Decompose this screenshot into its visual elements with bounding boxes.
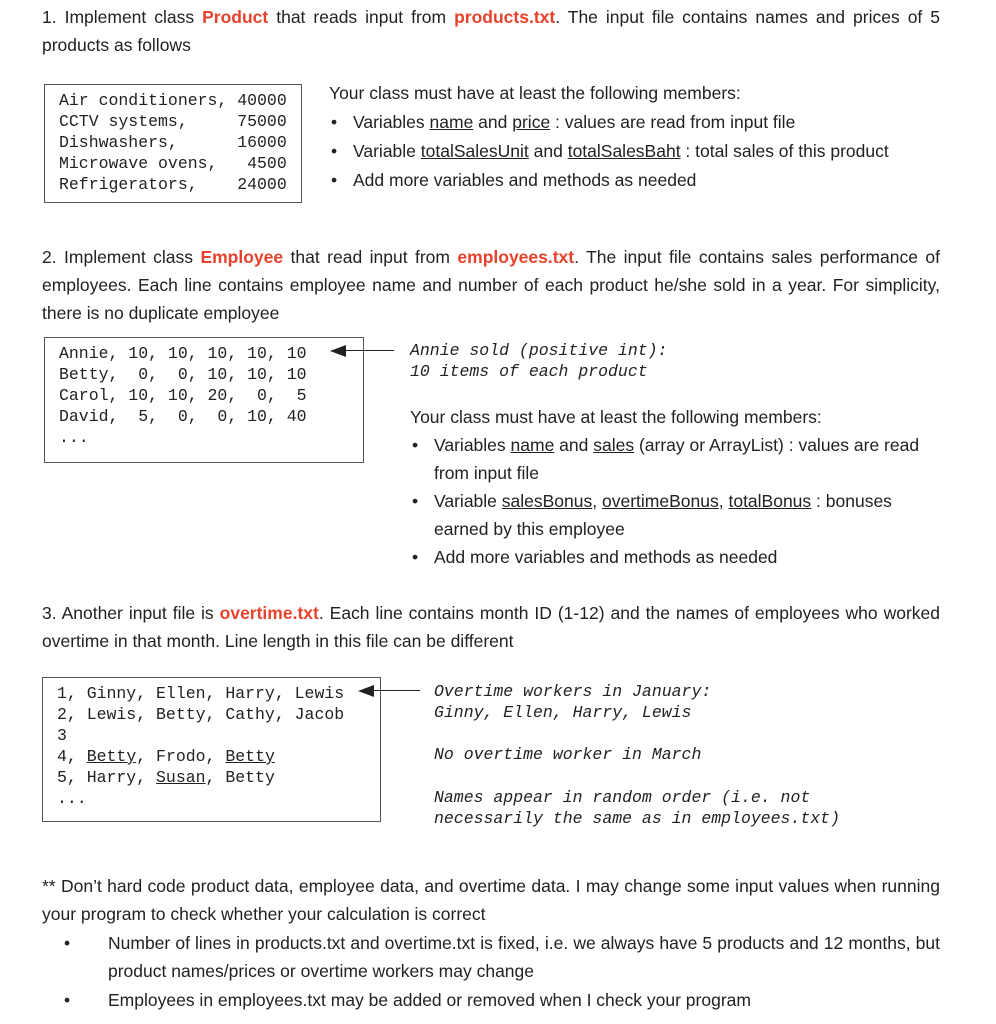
overtime-file-line: 2, Lewis, Betty, Cathy, Jacob	[57, 705, 345, 724]
section-3-prefix: 3. Another input file is	[42, 603, 220, 623]
overtime-annotation-line: Ginny, Ellen, Harry, Lewis	[434, 703, 692, 722]
unknown-name: Susan	[156, 768, 206, 787]
var-name: totalBonus	[728, 491, 812, 511]
note-text: ** Don’t hard code product data, employee data, and overtime data. I may change some input values when running your program to check whether your calculation is correct	[42, 876, 940, 924]
text: Variable	[353, 141, 421, 161]
products-file-line: Dishwashers, 16000	[59, 133, 287, 152]
employee-annotation	[410, 340, 667, 382]
text: ,	[592, 491, 602, 511]
overtime-annotation-line: No overtime worker in March	[434, 745, 702, 764]
note-item-text: Employees in employees.txt may be added or removed when I check your program	[108, 990, 751, 1010]
text: , Betty	[205, 768, 275, 787]
note-list	[64, 929, 940, 1014]
product-members	[329, 79, 949, 195]
overtime-file-line: 1, Ginny, Ellen, Harry, Lewis	[57, 684, 345, 703]
bullet-icon: •	[412, 491, 419, 511]
note-item	[64, 929, 940, 985]
product-member-item	[329, 108, 949, 137]
overtime-file-line: ...	[57, 789, 87, 808]
text: and	[473, 112, 513, 132]
employee-members-heading: Your class must have at least the following members:	[410, 407, 822, 427]
overtime-file-box	[42, 677, 381, 822]
text: : bonuses earned by this employee	[434, 491, 892, 539]
overtime-annotation-line: necessarily the same as in employees.txt)	[434, 809, 840, 828]
bullet-icon: •	[64, 990, 71, 1010]
text: and	[528, 141, 568, 161]
section-1-heading	[42, 3, 940, 59]
section-3-suffix: . Each line contains month ID (1-12) and the names of employees who worked overtime in that month. Line length in this file can be different	[42, 603, 940, 651]
employee-class-name: Employee	[200, 247, 284, 267]
employee-member-item	[410, 543, 940, 571]
employee-annotation-line: 10 items of each product	[410, 362, 648, 381]
duplicate-name: Betty	[225, 747, 275, 766]
bullet-icon: •	[412, 435, 419, 455]
overtime-file-line: 3	[57, 726, 67, 745]
product-member-item	[329, 137, 949, 166]
overtime-file-name: overtime.txt	[219, 603, 319, 623]
note-item-text: Number of lines in products.txt and overtime.txt is fixed, i.e. we always have 5 products and 12 months, but product names/prices or overtime workers may change	[108, 933, 940, 981]
text: : values are read from input file	[550, 112, 796, 132]
employee-members	[410, 403, 940, 571]
arrow-left-icon	[358, 685, 374, 697]
products-file-line: Air conditioners, 40000	[59, 91, 287, 110]
products-file-line: CCTV systems, 75000	[59, 112, 287, 131]
text: Variables	[353, 112, 430, 132]
text: (array or ArrayList) : values are read from input file	[434, 435, 920, 483]
section-2-prefix: 2. Implement class	[42, 247, 201, 267]
employees-file-line: Annie, 10, 10, 10, 10, 10	[59, 344, 307, 363]
text: Add more variables and methods as needed	[353, 170, 697, 190]
section-3-heading	[42, 599, 940, 655]
text: Add more variables and methods as needed	[434, 547, 778, 567]
products-file-name: products.txt	[454, 7, 556, 27]
products-file-line: Refrigerators, 24000	[59, 175, 287, 194]
note-item	[64, 986, 940, 1014]
product-class-name: Product	[202, 7, 269, 27]
duplicate-name: Betty	[86, 747, 137, 766]
employee-annotation-line: Annie sold (positive int):	[410, 341, 668, 360]
employees-file-line: ...	[59, 428, 89, 447]
employees-file-line: Carol, 10, 10, 20, 0, 5	[59, 386, 307, 405]
text: Variable	[434, 491, 502, 511]
var-name: overtimeBonus	[602, 491, 719, 511]
employees-file-line: David, 5, 0, 0, 10, 40	[59, 407, 307, 426]
product-members-list	[329, 108, 949, 195]
var-name: sales	[593, 435, 635, 455]
text: 5, Harry,	[57, 768, 157, 787]
text: : total sales of this product	[680, 141, 889, 161]
product-member-item	[329, 166, 949, 195]
overtime-annotation-line: Overtime workers in January:	[434, 682, 712, 701]
overtime-annotations	[434, 681, 840, 829]
bullet-icon: •	[331, 170, 338, 190]
overtime-file-line	[57, 746, 380, 767]
overtime-file-line	[57, 767, 380, 788]
section-1-prefix: 1. Implement class	[42, 7, 203, 27]
employees-file-line: Betty, 0, 0, 10, 10, 10	[59, 365, 307, 384]
bullet-icon: •	[331, 112, 338, 132]
product-members-heading: Your class must have at least the following members:	[329, 83, 741, 103]
var-name: name	[429, 112, 474, 132]
arrow-line	[372, 690, 420, 691]
overtime-annotation-line: Names appear in random order (i.e. not	[434, 788, 811, 807]
text: and	[554, 435, 594, 455]
bullet-icon: •	[412, 547, 419, 567]
employees-file-box	[44, 337, 364, 463]
employees-file-name: employees.txt	[457, 247, 575, 267]
section-2-heading	[42, 243, 940, 327]
text: 4,	[57, 747, 87, 766]
var-name: price	[512, 112, 551, 132]
employee-member-item	[410, 431, 940, 487]
employee-member-item	[410, 487, 940, 543]
text: Variables	[434, 435, 511, 455]
products-file-box	[44, 84, 302, 203]
products-file-line: Microwave ovens, 4500	[59, 154, 287, 173]
arrow-line	[344, 350, 394, 351]
employee-members-list	[410, 431, 940, 571]
section-1-suffix: . The input file contains names and prices of 5 products as follows	[42, 7, 941, 55]
var-name: name	[510, 435, 555, 455]
section-1-mid: that reads input from	[268, 7, 455, 27]
bullet-icon: •	[64, 933, 71, 953]
text: , Frodo,	[136, 747, 226, 766]
var-name: totalSalesBaht	[567, 141, 681, 161]
section-2-suffix: . The input file contains sales performance of employees. Each line contains employee name and number of each product he/she sold in a year. For simplicity, there is no duplicate employee	[42, 247, 940, 323]
text: ,	[718, 491, 729, 511]
section-2-mid: that read input from	[283, 247, 458, 267]
bullet-icon: •	[331, 141, 338, 161]
arrow-left-icon	[330, 345, 346, 357]
var-name: salesBonus	[501, 491, 593, 511]
var-name: totalSalesUnit	[420, 141, 529, 161]
